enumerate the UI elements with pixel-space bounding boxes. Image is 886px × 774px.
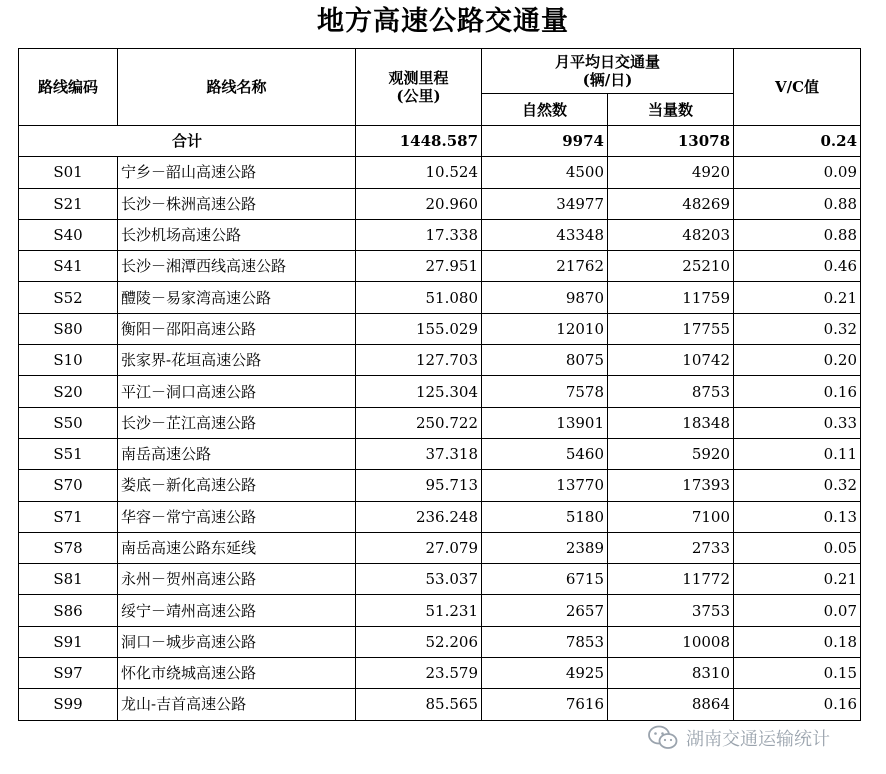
cell-natural-count: 13770 [482,470,608,501]
cell-natural-count: 4500 [482,157,608,188]
cell-equivalent-count: 5920 [608,438,734,469]
cell-mileage: 37.318 [356,438,482,469]
cell-route-code: S91 [19,626,118,657]
cell-route-code: S86 [19,595,118,626]
cell-route-name: 华容－常宁高速公路 [118,501,356,532]
cell-vc-ratio: 0.16 [734,376,861,407]
table-row [19,532,861,563]
table-row [19,282,861,313]
cell-equivalent-count: 10008 [608,626,734,657]
header-monthly-traffic [482,49,734,94]
cell-route-name: 长沙－芷江高速公路 [118,407,356,438]
cell-vc-ratio: 0.88 [734,219,861,250]
cell-natural-count: 8075 [482,345,608,376]
cell-natural-count: 2389 [482,532,608,563]
cell-route-code: S20 [19,376,118,407]
cell-route-code: S21 [19,188,118,219]
cell-route-code: S81 [19,564,118,595]
cell-route-name: 醴陵－易家湾高速公路 [118,282,356,313]
cell-route-name: 长沙－株洲高速公路 [118,188,356,219]
cell-route-name: 洞口－城步高速公路 [118,626,356,657]
cell-equivalent-count: 17393 [608,470,734,501]
cell-natural-count: 9870 [482,282,608,313]
cell-route-name: 南岳高速公路 [118,438,356,469]
cell-route-name: 龙山-吉首高速公路 [118,689,356,720]
cell-vc-ratio: 0.11 [734,438,861,469]
cell-route-name: 衡阳－邵阳高速公路 [118,313,356,344]
cell-mileage: 10.524 [356,157,482,188]
cell-equivalent-count: 11759 [608,282,734,313]
cell-mileage: 250.722 [356,407,482,438]
cell-route-name: 长沙机场高速公路 [118,219,356,250]
cell-equivalent-count: 8310 [608,658,734,689]
cell-mileage: 236.248 [356,501,482,532]
cell-natural-count: 6715 [482,564,608,595]
cell-route-name: 长沙－湘潭西线高速公路 [118,251,356,282]
cell-mileage: 155.029 [356,313,482,344]
cell-natural-count: 43348 [482,219,608,250]
cell-route-code: S97 [19,658,118,689]
cell-vc-ratio: 0.33 [734,407,861,438]
header-natural-count: 自然数 [482,94,608,126]
table-row [19,219,861,250]
cell-mileage: 23.579 [356,658,482,689]
cell-route-code: S99 [19,689,118,720]
cell-route-code: S41 [19,251,118,282]
cell-vc-ratio: 0.07 [734,595,861,626]
cell-mileage: 53.037 [356,564,482,595]
header-traffic-line1: 月平均日交通量 [555,53,661,71]
cell-route-name: 宁乡－韶山高速公路 [118,157,356,188]
cell-natural-count: 7616 [482,689,608,720]
table-row [19,188,861,219]
cell-mileage: 52.206 [356,626,482,657]
cell-equivalent-count: 2733 [608,532,734,563]
header-mileage-line2: (公里) [396,87,441,105]
cell-equivalent-count: 3753 [608,595,734,626]
cell-vc-ratio: 0.15 [734,658,861,689]
cell-vc-ratio: 0.05 [734,532,861,563]
cell-equivalent-count: 25210 [608,251,734,282]
cell-route-name: 南岳高速公路东延线 [118,532,356,563]
table-row [19,470,861,501]
cell-equivalent-count: 18348 [608,407,734,438]
table-row [19,689,861,720]
table-row [19,345,861,376]
cell-mileage: 51.080 [356,282,482,313]
cell-mileage: 95.713 [356,470,482,501]
cell-route-name: 永州－贺州高速公路 [118,564,356,595]
cell-vc-ratio: 0.21 [734,564,861,595]
cell-route-name: 张家界-花垣高速公路 [118,345,356,376]
cell-vc-ratio: 0.46 [734,251,861,282]
cell-mileage: 27.951 [356,251,482,282]
cell-equivalent-count: 48269 [608,188,734,219]
table-row [19,313,861,344]
total-natural: 9974 [482,126,608,157]
table-row [19,407,861,438]
header-route-name: 路线名称 [118,49,356,126]
header-mileage [356,49,482,126]
total-label: 合计 [19,126,356,157]
cell-natural-count: 13901 [482,407,608,438]
cell-mileage: 127.703 [356,345,482,376]
total-equivalent: 13078 [608,126,734,157]
cell-equivalent-count: 7100 [608,501,734,532]
cell-mileage: 125.304 [356,376,482,407]
cell-mileage: 51.231 [356,595,482,626]
cell-vc-ratio: 0.18 [734,626,861,657]
table-row [19,157,861,188]
cell-route-code: S51 [19,438,118,469]
cell-route-code: S50 [19,407,118,438]
cell-natural-count: 5460 [482,438,608,469]
table-row [19,251,861,282]
cell-vc-ratio: 0.20 [734,345,861,376]
cell-equivalent-count: 4920 [608,157,734,188]
cell-vc-ratio: 0.09 [734,157,861,188]
header-route-code: 路线编码 [19,49,118,126]
cell-natural-count: 12010 [482,313,608,344]
watermark [648,724,830,752]
cell-natural-count: 7578 [482,376,608,407]
watermark-text: 湖南交通运输统计 [686,729,830,750]
table-row [19,626,861,657]
cell-natural-count: 2657 [482,595,608,626]
cell-equivalent-count: 48203 [608,219,734,250]
cell-mileage: 17.338 [356,219,482,250]
cell-natural-count: 34977 [482,188,608,219]
cell-natural-count: 5180 [482,501,608,532]
cell-equivalent-count: 11772 [608,564,734,595]
total-mileage: 1448.587 [356,126,482,157]
header-mileage-line1: 观测里程 [388,69,449,87]
cell-natural-count: 7853 [482,626,608,657]
cell-vc-ratio: 0.32 [734,470,861,501]
table-row [19,376,861,407]
cell-route-code: S80 [19,313,118,344]
cell-equivalent-count: 8753 [608,376,734,407]
table-row [19,658,861,689]
total-row [19,126,861,157]
cell-equivalent-count: 8864 [608,689,734,720]
wechat-icon [648,725,678,751]
cell-route-code: S71 [19,501,118,532]
cell-route-name: 平江－洞口高速公路 [118,376,356,407]
table-row [19,595,861,626]
cell-natural-count: 4925 [482,658,608,689]
cell-route-name: 怀化市绕城高速公路 [118,658,356,689]
cell-equivalent-count: 17755 [608,313,734,344]
header-traffic-line2: (辆/日) [582,71,633,89]
cell-mileage: 27.079 [356,532,482,563]
cell-route-code: S40 [19,219,118,250]
cell-vc-ratio: 0.32 [734,313,861,344]
cell-natural-count: 21762 [482,251,608,282]
total-vc: 0.24 [734,126,861,157]
cell-route-name: 娄底－新化高速公路 [118,470,356,501]
cell-route-code: S01 [19,157,118,188]
cell-vc-ratio: 0.16 [734,689,861,720]
cell-route-code: S52 [19,282,118,313]
table-row [19,501,861,532]
table-row [19,564,861,595]
header-vc-ratio: V/C值 [734,49,861,126]
cell-route-name: 绥宁－靖州高速公路 [118,595,356,626]
cell-route-code: S10 [19,345,118,376]
cell-vc-ratio: 0.88 [734,188,861,219]
cell-equivalent-count: 10742 [608,345,734,376]
cell-mileage: 20.960 [356,188,482,219]
traffic-volume-table [18,48,861,721]
header-equivalent-count: 当量数 [608,94,734,126]
cell-route-code: S70 [19,470,118,501]
table-row [19,438,861,469]
cell-vc-ratio: 0.21 [734,282,861,313]
cell-vc-ratio: 0.13 [734,501,861,532]
page-title: 地方高速公路交通量 [317,6,569,37]
cell-route-code: S78 [19,532,118,563]
cell-mileage: 85.565 [356,689,482,720]
